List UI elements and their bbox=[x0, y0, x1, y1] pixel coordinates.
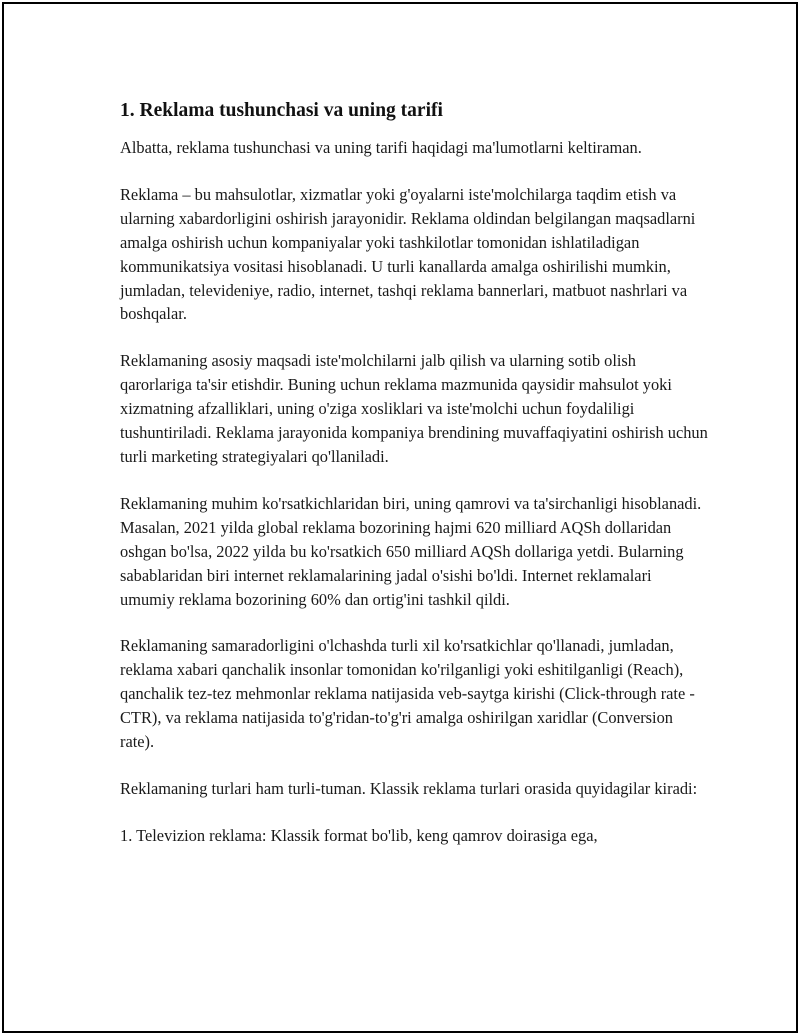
paragraph-goal: Reklamaning asosiy maqsadi iste'molchilarni jalb qilish va ularning sotib olish qarorlariga ta'sir etishdir. Buning uchun reklama mazmunida qaysidir mahsulot yoki xizmatning afzalliklari, uning o'ziga xosliklari va iste'molchi uchun foydaliligi tushuntiriladi. Reklama jarayonida kompaniya brendining muvaffaqiyatini oshirish uchun turli marketing strategiyalari qo'llaniladi. bbox=[120, 351, 708, 466]
document-body bbox=[120, 98, 710, 871]
section-heading: 1. Reklama tushunchasi va uning tarifi bbox=[120, 100, 443, 121]
document-page bbox=[2, 2, 798, 1033]
paragraph-effectiveness: Reklamaning samaradorligini o'lchashda turli xil ko'rsatkichlar qo'llanadi, jumladan, reklama xabari qanchalik insonlar tomonidan ko'rilganligi yoki eshitilganligi (Reach), qanchalik tez-tez mehmonlar reklama natijasida veb-saytga kirishi (Click-through rate - CTR), va reklama natijasida to'g'ridan-to'g'ri amalga oshirilgan xaridlar (Conversion rate). bbox=[120, 636, 695, 752]
paragraph-definition: Reklama – bu mahsulotlar, xizmatlar yoki g'oyalarni iste'molchilarga taqdim etish va ularning xabardorligini oshirish jarayonidir. Reklama oldindan belgilangan maqsadlarni amalga oshirish uchun kompaniyalar yoki tashkilotlar tomonidan ishlatiladigan kommunikatsiya vositasi hisoblanadi. U turli kanallarda amalga oshirilishi mumkin, jumladan, televideniye, radio, internet, tashqi reklama bannerlari, matbuot nashrlari va boshqalar. bbox=[120, 184, 696, 324]
paragraph-types: Reklamaning turlari ham turli-tuman. Klassik reklama turlari orasida quyidagilar kiradi: bbox=[120, 778, 698, 798]
paragraph-tv-advertising: 1. Televizion reklama: Klassik format bo'lib, keng qamrov doirasiga ega, bbox=[120, 825, 598, 845]
paragraph-market-size: Reklamaning muhim ko'rsatkichlaridan biri, uning qamrovi va ta'sirchanligi hisoblanadi. Masalan, 2021 yilda global reklama bozorining hajmi 620 milliard AQSh dollaridan oshgan bo'lsa, 2022 yilda bu ko'rsatkich 650 milliard AQSh dollariga yetdi. Bularning sabablaridan biri internet reklamalarining jadal o'sishi bo'ldi. Internet reklamalari umumiy reklama bozorining 60% dan ortig'ini tashkil qildi. bbox=[120, 493, 702, 609]
paragraph-intro: Albatta, reklama tushunchasi va uning tarifi haqidagi ma'lumotlarni keltiraman. bbox=[120, 138, 642, 157]
